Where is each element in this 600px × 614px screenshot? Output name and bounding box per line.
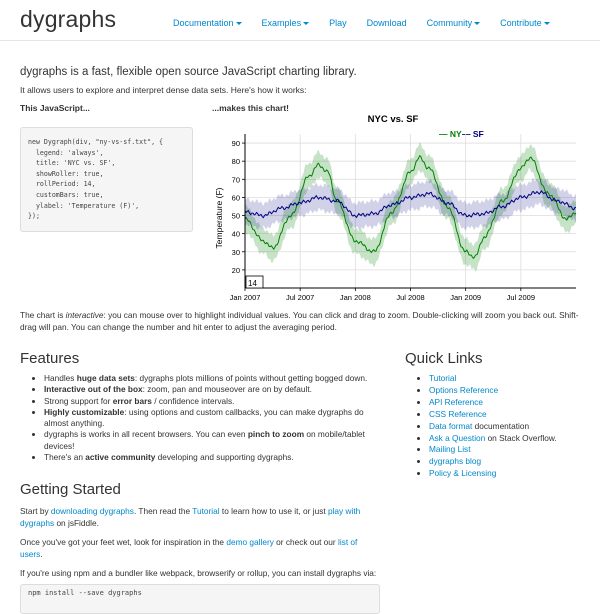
y-tick-label: 30 — [231, 247, 240, 257]
getting-started-p3: If you're using npm and a bundler like webpack, browserify or rollup, you can install dygraphs via: — [20, 568, 377, 578]
list-item — [429, 456, 557, 468]
chart-description: The chart is interactive: you can mouse over to highlight individual values. You can click and drag to zoom. Double-clicking will zoom you back out. Shift-drag will pan. You can change the number and hit enter to adjust the averaging period. — [20, 310, 579, 332]
getting-started-heading: Getting Started — [20, 481, 121, 498]
x-axis-ticks — [230, 288, 535, 302]
y-tick-label: 80 — [231, 157, 240, 167]
y-axis-label: Temperature (F) — [214, 187, 224, 249]
code-text: new Dygraph(div, "ny-vs-sf.txt", { legend: 'always', title: 'NYC vs. SF', showRoller: true, rollPeriod: 14, customBars: true, ylabel: 'Temperature (F)', }); — [28, 138, 163, 221]
nav-menu — [163, 0, 560, 40]
list-item: • dygraphs is works in all recent browsers. You can even pinch to zoom on mobile/tablet devices! — [44, 429, 389, 452]
list-item: • Highly customizable: using options and custom callbacks, you can make dygraphs do almost anything. — [44, 407, 389, 430]
list-item — [429, 373, 557, 385]
list-item: • Ask a Question on Stack Overflow. — [429, 433, 557, 445]
nav-community[interactable]: Community — [417, 0, 491, 40]
link-downloading[interactable]: downloading dygraphs — [50, 506, 134, 516]
js-heading: This JavaScript... — [20, 103, 90, 113]
sub-text: It allows users to explore and interpret dense data sets. Here's how it works: — [20, 85, 307, 95]
y-axis-ticks — [232, 139, 245, 275]
x-tick-label: Jan 2007 — [229, 293, 261, 302]
link-options-reference[interactable]: Options Reference — [429, 384, 499, 395]
nav-download[interactable]: Download — [366, 18, 407, 28]
list-item — [429, 385, 557, 397]
nav-examples[interactable]: Examples — [252, 0, 320, 40]
x-tick-label: Jan 2009 — [450, 293, 482, 302]
list-item: • Handles huge data sets: dygraphs plots millions of points without getting bogged down. — [44, 373, 389, 384]
list-item — [429, 468, 557, 480]
y-tick-label: 60 — [231, 193, 240, 203]
link-data-format[interactable]: Data format — [429, 420, 473, 431]
y-tick-label: 70 — [231, 175, 240, 185]
list-item: • Strong support for error bars / confidence intervals. — [44, 396, 389, 407]
features-list — [30, 373, 389, 463]
y-tick-label: 20 — [231, 265, 240, 275]
lead-text: dygraphs is a fast, flexible open source JavaScript charting library. — [20, 66, 357, 78]
link-list-of-users[interactable]: list of users — [20, 537, 358, 559]
legend-sf: — SF — [462, 129, 484, 139]
chevron-down-icon — [236, 22, 242, 25]
link-css-reference[interactable]: CSS Reference — [429, 408, 487, 419]
link-policy-licensing[interactable]: Policy & Licensing — [429, 468, 497, 479]
getting-started-p2: Once you've got your feet wet, look for inspiration in the demo gallery or check out our list of users. — [20, 537, 358, 559]
list-item — [429, 409, 557, 421]
link-tutorial-inline[interactable]: Tutorial — [192, 506, 220, 516]
list-item — [429, 397, 557, 409]
brand-logo[interactable]: dygraphs — [20, 6, 117, 32]
navbar — [0, 0, 600, 41]
quick-links-list — [415, 373, 557, 480]
chevron-down-icon — [544, 22, 550, 25]
x-tick-label: Jul 2008 — [396, 293, 425, 302]
nav-contribute[interactable]: Contribute — [490, 0, 560, 40]
link-ask-question[interactable]: Ask a Question — [429, 432, 486, 443]
roll-period-value: 14 — [248, 279, 257, 288]
chevron-down-icon — [474, 22, 480, 25]
nav-documentation[interactable]: Documentation — [163, 0, 252, 40]
chart-title: NYC vs. SF — [367, 114, 419, 125]
y-tick-label: 90 — [231, 139, 240, 149]
x-tick-label: Jul 2007 — [285, 293, 315, 302]
link-mailing-list[interactable]: Mailing List — [429, 444, 471, 455]
y-tick-label: 40 — [231, 229, 240, 239]
list-item: • There's an active community developing and supporting dygraphs. — [44, 452, 389, 463]
npm-code-box — [20, 584, 380, 614]
x-tick-label: Jul 2009 — [506, 293, 536, 302]
link-tutorial[interactable]: Tutorial — [429, 373, 457, 383]
legend-ny: — NY — [439, 129, 462, 139]
x-tick-label: Jan 2008 — [339, 293, 371, 302]
link-api-reference[interactable]: API Reference — [429, 396, 483, 407]
code-sample — [20, 127, 193, 232]
chart-heading: ...makes this chart! — [212, 103, 290, 113]
getting-started-p1: Start by downloading dygraphs. Then read the Tutorial to learn how to use it, or just play with dygraphs on jsFiddle. — [20, 506, 361, 528]
quick-links-heading: Quick Links — [405, 350, 483, 367]
link-play[interactable]: play with dygraphs — [20, 506, 361, 528]
link-blog[interactable]: dygraphs blog — [429, 456, 482, 467]
link-demo-gallery[interactable]: demo gallery — [226, 537, 274, 547]
list-item — [429, 444, 557, 456]
y-tick-label: 50 — [231, 211, 240, 221]
nav-play[interactable]: Play — [329, 18, 347, 28]
list-item: • Interactive out of the box: zoom, pan and mouseover are on by default. — [44, 384, 389, 395]
chevron-down-icon — [303, 22, 309, 25]
nyc-vs-sf-chart[interactable] — [210, 110, 582, 306]
list-item: • Data format documentation — [429, 421, 557, 433]
npm-command: npm install --save dygraphs — [28, 589, 142, 597]
features-heading: Features — [20, 350, 80, 367]
